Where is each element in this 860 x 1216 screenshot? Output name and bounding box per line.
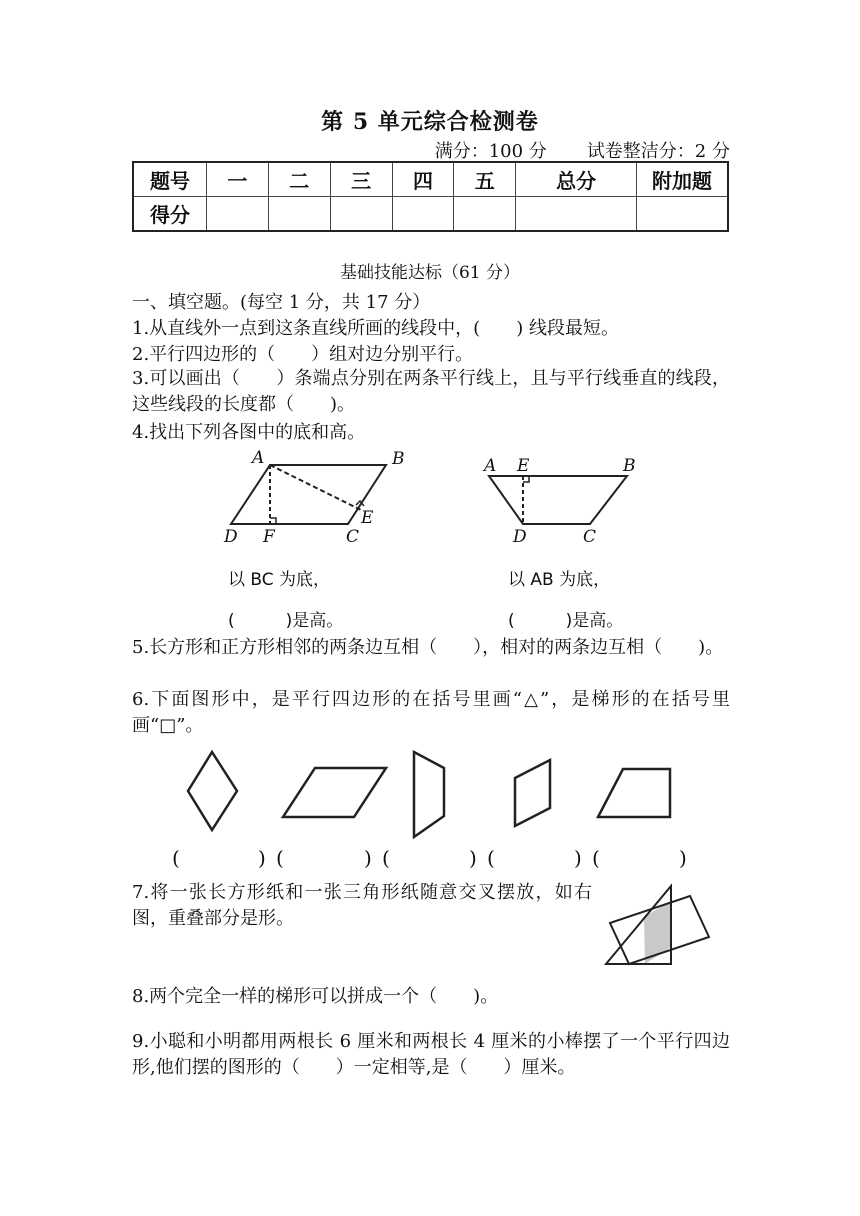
question-1: 1.从直线外一点到这条直线所画的线段中，( ) 线段最短。 [132,318,619,339]
vertex-label: F [263,527,275,547]
q4-left-height: ( )是高。 [228,611,344,631]
vertex-label: B [392,449,405,469]
trapezoid-shape-vertical [414,752,444,837]
question-2: 2.平行四边形的（ ）组对边分别平行。 [132,344,474,365]
question-5: 5.长方形和正方形相邻的两条边互相（ ），相对的两条边互相（ )。 [132,637,724,658]
question-7: 7.将一张长方形纸和一张三角形纸随意交叉摆放，如右图，重叠部分是形。 [132,882,592,929]
vertex-label: C [583,527,597,547]
vertex-label: D [513,527,527,547]
table-cell: 总分 [516,162,637,197]
vertex-label: B [623,456,636,476]
vertex-label: A [252,448,265,468]
table-cell: 题号 [133,162,207,197]
answer-paren-open: ( [276,846,284,870]
question-8: 8.两个完全一样的梯形可以拼成一个（ )。 [132,986,499,1007]
table-cell: 二 [268,162,330,197]
rhombus-shape [188,752,237,830]
full-score: 满分：100 分 [434,141,547,162]
question-4: 4.找出下列各图中的底和高。 [132,422,366,443]
neatness-score: 试卷整洁分：2 分 [586,141,730,162]
score-table-header-row [133,162,728,197]
q4-right-height: ( )是高。 [508,611,624,631]
vertex-label: E [361,508,374,528]
answer-paren-close: ) [469,846,477,870]
answer-paren-close: ) [258,846,266,870]
answer-paren-open: ( [487,846,495,870]
question-6: 6.下面图形中，是平行四边形的在括号里画“△”，是梯形的在括号里画“□”。 [132,689,730,736]
vertex-label: D [224,527,238,547]
score-input-cell[interactable] [268,197,330,232]
overlap-region [644,901,671,964]
score-input-cell[interactable] [330,197,392,232]
table-cell: 三 [330,162,392,197]
rectangle-paper [610,896,709,964]
parallelogram-shape-small [515,760,550,826]
trapezoid-figure [489,476,627,524]
section-title: 基础技能达标（61 分） [339,263,521,283]
answer-paren-close: ) [364,846,372,870]
answer-paren-open: ( [592,846,600,870]
score-table-score-row [133,197,728,232]
table-cell: 一 [207,162,269,197]
parallelogram-shape [283,768,386,817]
table-cell: 附加题 [637,162,729,197]
table-cell: 五 [454,162,516,197]
score-input-cell[interactable] [392,197,454,232]
answer-paren-open: ( [382,846,390,870]
score-input-cell[interactable] [454,197,516,232]
answer-paren-close: ) [679,846,687,870]
q4-left-base: 以 BC 为底， [228,570,331,590]
q4-right-base: 以 AB 为底， [508,570,611,590]
answer-paren-open: ( [172,846,180,870]
score-info [435,137,730,163]
page-title: 第 5 单元综合检测卷 [321,109,539,135]
score-input-cell[interactable] [207,197,269,232]
question-9: 9.小聪和小明都用两根长 6 厘米和两根长 4 厘米的小棒摆了一个平行四边形,他们摆的图形的（ ）一定相等,是（ ）厘米。 [132,1031,730,1078]
part1-heading: 一、填空题。(每空 1 分，共 17 分） [132,292,431,313]
question-3: 3.可以画出（ ）条端点分别在两条平行线上，且与平行线垂直的线段，这些线段的长度都（ )。 [132,368,730,415]
score-input-cell[interactable] [637,197,729,232]
trapezoid-shape [598,769,670,817]
vertex-label: C [346,527,360,547]
vertex-label: E [517,456,530,476]
triangle-paper [606,886,671,964]
table-cell: 四 [392,162,454,197]
score-input-cell[interactable] [516,197,637,232]
table-cell: 得分 [133,197,207,232]
answer-paren-close: ) [574,846,582,870]
vertex-label: A [484,456,497,476]
score-table [132,161,729,232]
